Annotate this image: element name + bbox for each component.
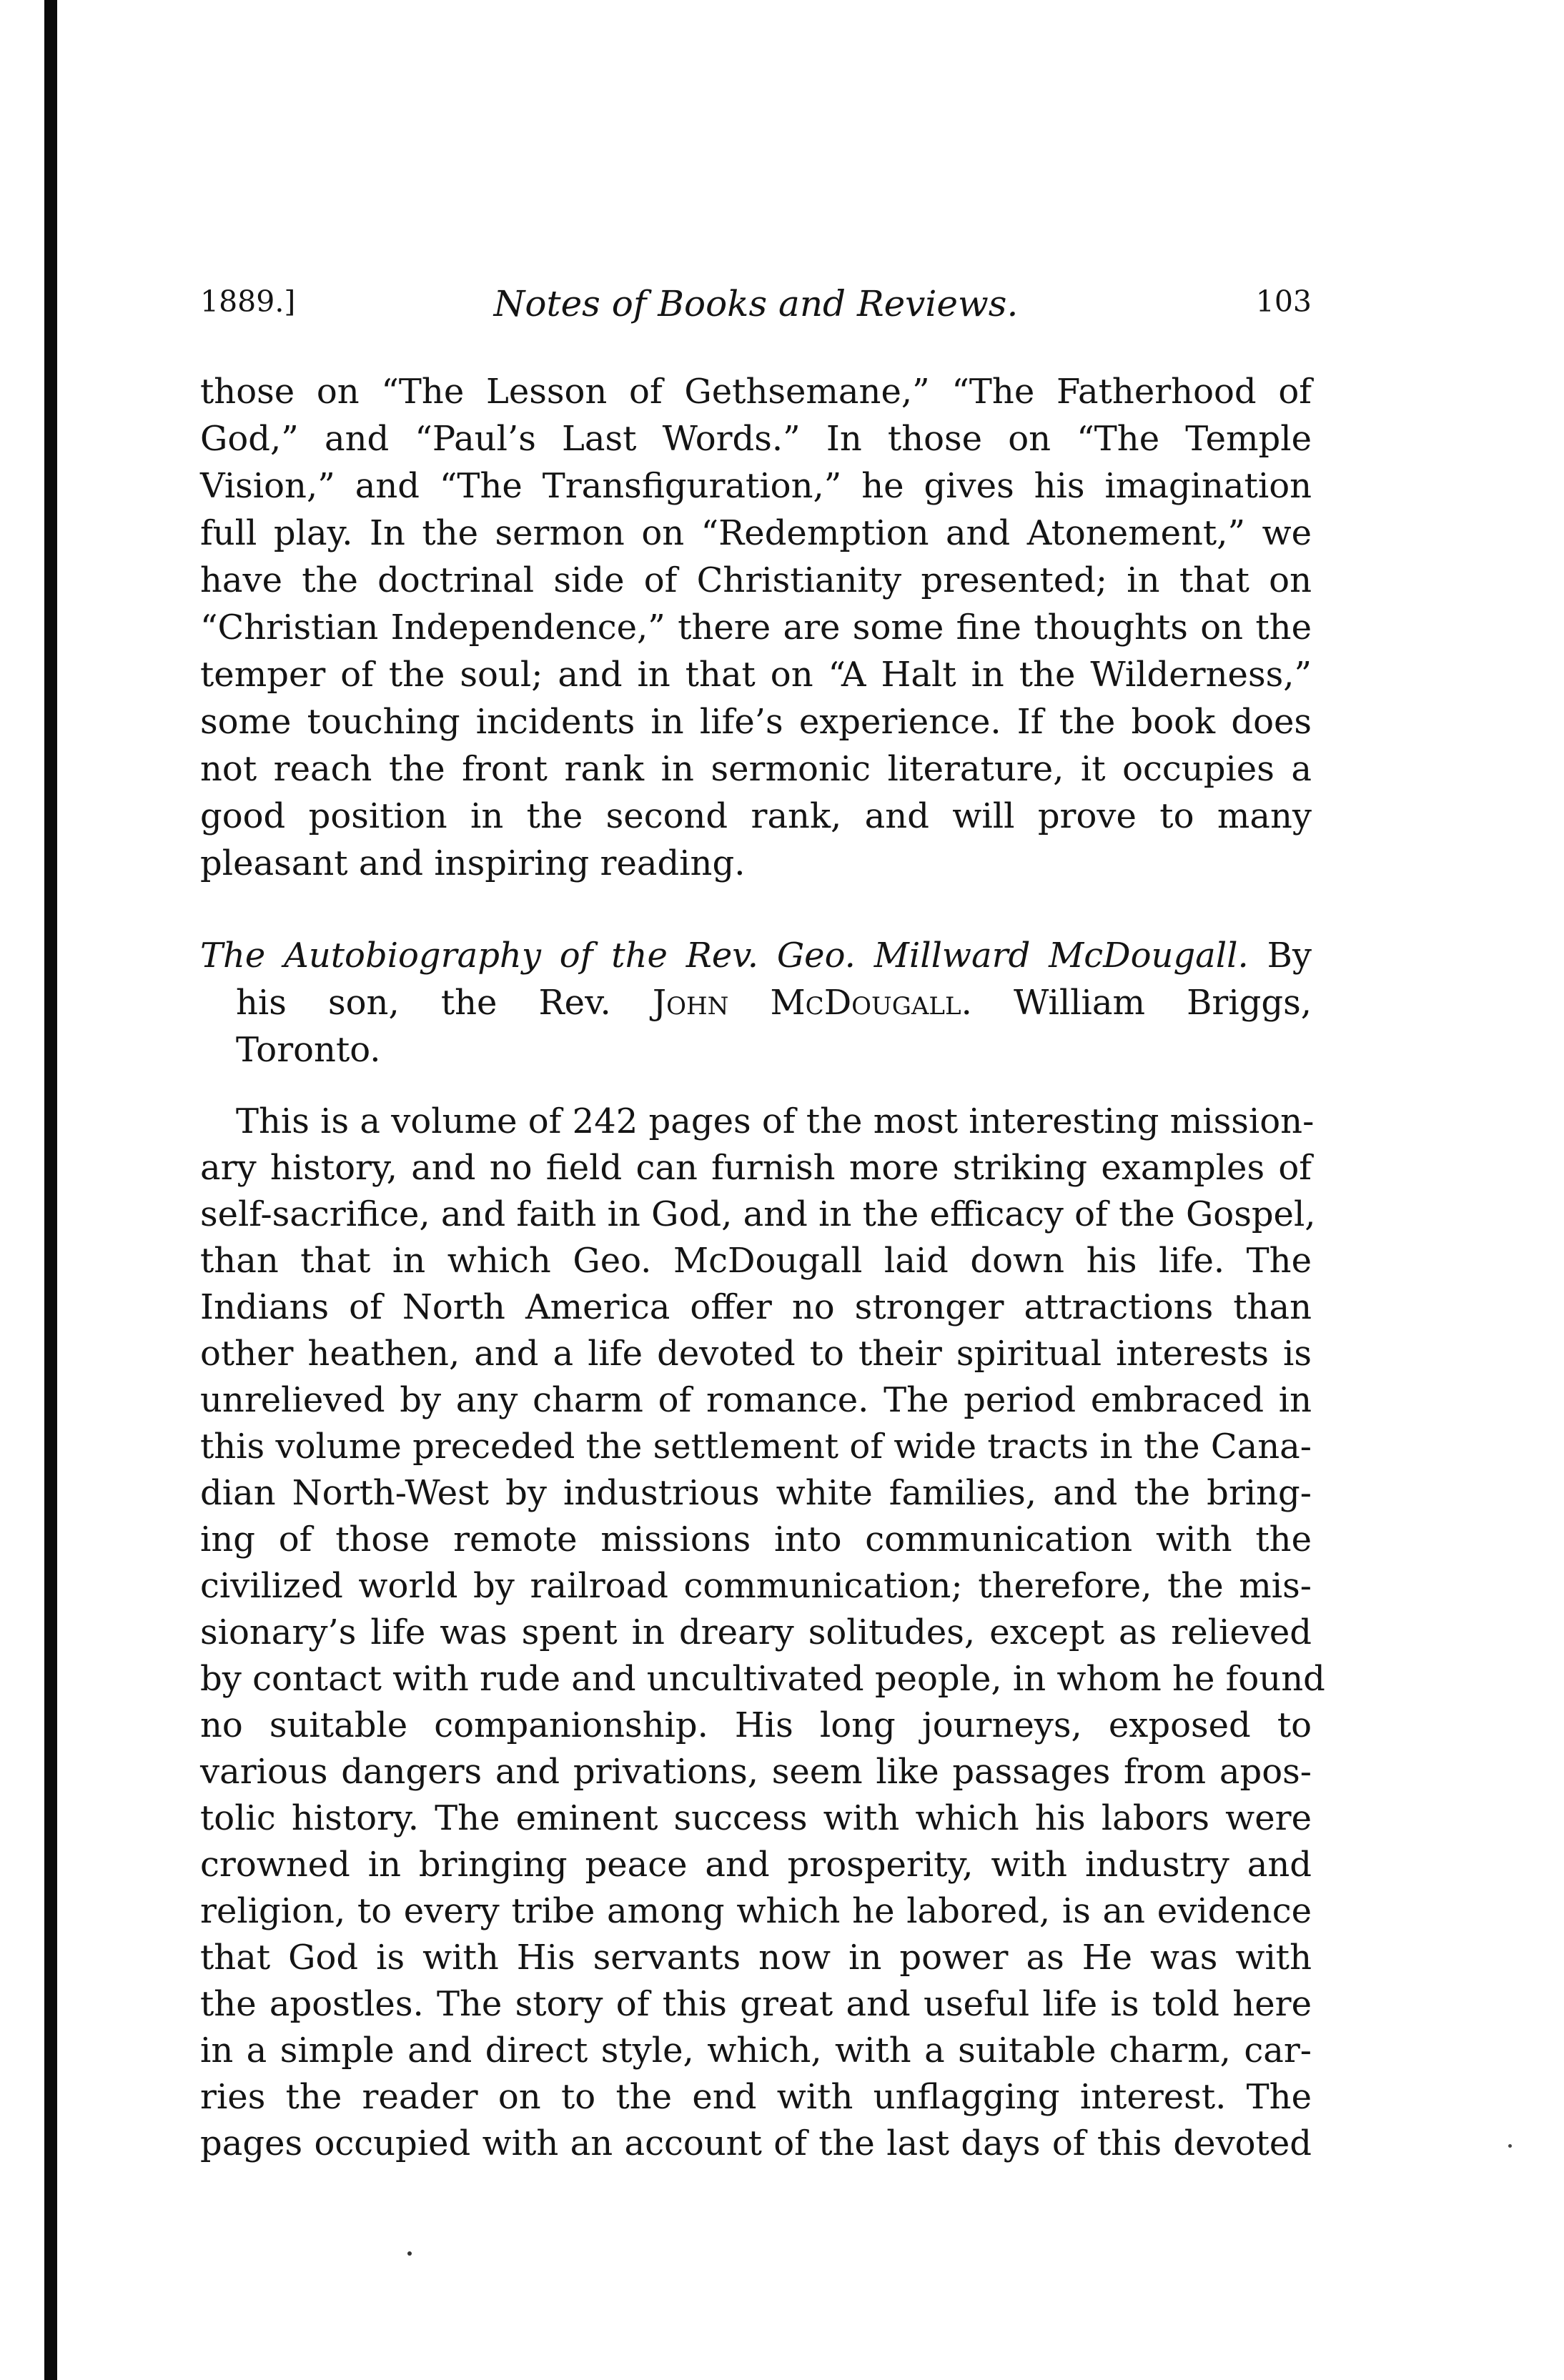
header-running-title: Notes of Books and Reviews. [493,283,1019,324]
running-header [200,277,1312,327]
paragraph-2-line: ing of those remote missions into communication with the [200,1519,1312,1560]
book-author-prefix: his son, the Rev. [236,983,611,1023]
paragraph-2-line: unrelieved by any charm of romance. The period embraced in [200,1380,1312,1420]
paragraph-2-line: pages occupied with an account of the last days of this devoted [200,2123,1312,2163]
paragraph-2-line: the apostles. The story of this great and useful life is told here [200,1984,1312,2024]
paragraph-2-line: ries the reader on to the end with unflagging interest. The [200,2077,1312,2117]
paragraph-2-line: no suitable companionship. His long journeys, exposed to [200,1705,1312,1745]
book-by: By [1267,936,1312,976]
paragraph-1-line: those on “The Lesson of Gethsemane,” “The Fatherhood of [200,372,1312,412]
paragraph-2-line: than that in which Geo. McDougall laid down his life. The [200,1241,1312,1281]
paragraph-2-line: tolic history. The eminent success with which his labors were [200,1798,1312,1838]
header-year: 1889.] [200,284,296,319]
paragraph-2-line: various dangers and privations, seem like passages from apos- [200,1752,1312,1792]
paragraph-2-line: that God is with His servants now in power as He was with [200,1938,1312,1978]
paragraph-2-line: civilized world by railroad communication; therefore, the mis- [200,1566,1312,1606]
paragraph-1-line: not reach the front rank in sermonic literature, it occupies a [200,749,1312,789]
book-title-line [200,934,1312,980]
paragraph-2-line: crowned in bringing peace and prosperity, with industry and [200,1845,1312,1885]
paragraph-1-line: some touching incidents in life’s experience. If the book does [200,702,1312,742]
paragraph-1-line: full play. In the sermon on “Redemption and Atonement,” we [200,513,1312,553]
paragraph-2-line: other heathen, and a life devoted to their spiritual interests is [200,1334,1312,1374]
paragraph-2-line: religion, to every tribe among which he labored, is an evidence [200,1891,1312,1931]
paragraph-2-line: This is a volume of 242 pages of the most interesting mission- [236,1101,1315,1141]
paragraph-2-line: in a simple and direct style, which, with a suitable charm, car- [200,2031,1312,2071]
print-speck [407,2251,412,2256]
paragraph-2-line: this volume preceded the settlement of wide tracts in the Cana- [200,1427,1312,1467]
paragraph-2-line: by contact with rude and uncultivated people, in whom he found [200,1659,1325,1699]
paragraph-2-line: self-sacrifice, and faith in God, and in the efficacy of the Gospel, [200,1194,1316,1234]
paragraph-2-line: dian North-West by industrious white families, and the bring- [200,1473,1312,1513]
paragraph-1-line: Vision,” and “The Transfiguration,” he gives his imagination [200,466,1312,506]
paragraph-1-line: have the doctrinal side of Christianity presented; in that on [200,560,1312,600]
book-author-line [236,981,1312,1027]
paragraph-2-line: sionary’s life was spent in dreary solitudes, except as relieved [200,1612,1312,1652]
paragraph-1-line: God,” and “Paul’s Last Words.” In those on “The Temple [200,419,1312,459]
paragraph-2-line: Indians of North America offer no stronger attractions than [200,1287,1312,1327]
paragraph-1-line: temper of the soul; and in that on “A Halt in the Wilderness,” [200,655,1312,695]
page-number: 103 [1255,284,1312,319]
paragraph-1-line: “Christian Independence,” there are some fine thoughts on the [200,608,1312,648]
page-edge-shadow [44,0,57,2380]
paragraph-1-line: good position in the second rank, and will prove to many [200,796,1312,836]
book-publisher: William Briggs, [1013,983,1312,1023]
book-city: Toronto. [236,1030,381,1070]
print-speck [1508,2144,1512,2148]
book-title: The Autobiography of the Rev. Geo. Millward McDougall. [200,936,1249,976]
book-author: John McDougall. [652,983,972,1023]
paragraph-2-line: ary history, and no field can furnish more striking examples of [200,1148,1312,1188]
paragraph-1-line: pleasant and inspiring reading. [200,843,746,883]
